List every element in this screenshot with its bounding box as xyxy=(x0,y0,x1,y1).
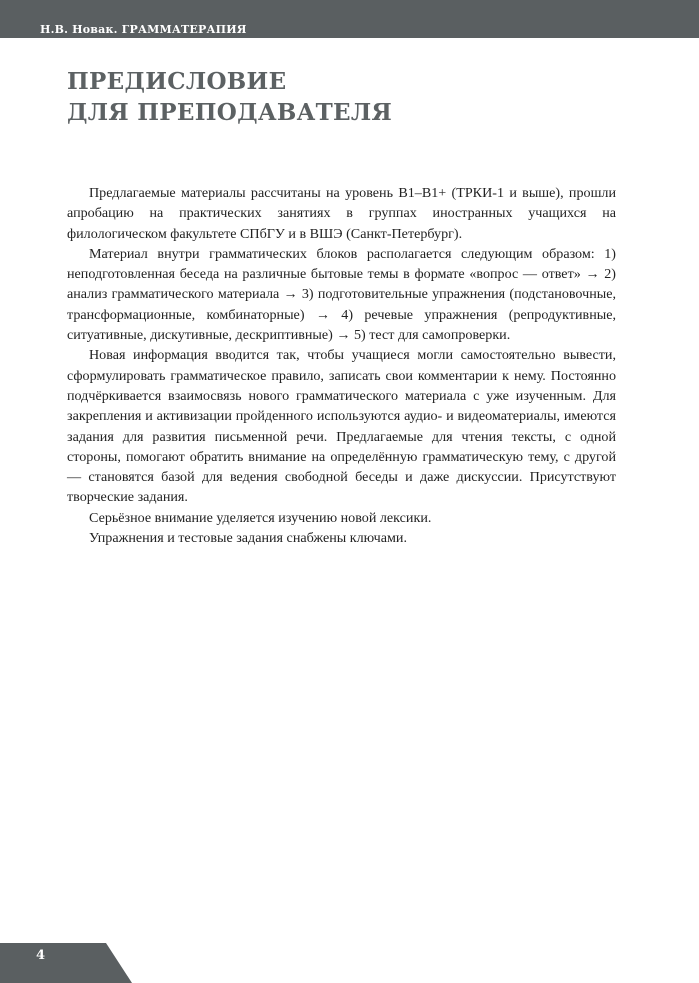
preface-body xyxy=(67,183,616,548)
paragraph: Серьёзное внимание уделяется изучению новой лексики. xyxy=(89,509,432,526)
paragraph: Новая информация вводится так, чтобы учащиеся могли самостоятельно вывести, сформулировать грамматическое правило, записать свои комментарии к нему. Постоянно подчёркивается взаимосвязь нового грамматического материала с уже изученным. Для закрепления и активизации пройденного используются аудио- и видеоматериалы, имеются задания для развития письменной речи. Предлагаемые для чтения тексты, с одной стороны, помогают обратить внимание на определённую грамматическую тему, с другой — становятся базой для ведения свободной беседы и даже дискуссии. Присутствуют творческие задания. xyxy=(67,347,616,506)
paragraph: Предлагаемые материалы рассчитаны на уровень В1–В1+ (ТРКИ-1 и выше), прошли апробацию на практических занятиях в группах иностранных учащихся на филологическом факультете СПбГУ и в ВШЭ (Санкт-Петербург). xyxy=(67,185,616,242)
page-title-line-2: ДЛЯ ПРЕПОДАВАТЕЛЯ xyxy=(67,99,393,126)
paragraph: Упражнения и тестовые задания снабжены ключами. xyxy=(89,530,407,547)
page-title-line-1: ПРЕДИСЛОВИЕ xyxy=(67,68,287,95)
page-title xyxy=(67,66,392,128)
paragraph: Материал внутри грамматических блоков располагается следующим образом: 1) неподготовленная беседа на различные бытовые темы в формате «вопрос — ответ» → 2) анализ грамматического материала → 3) подготовительные упражнения (подстановочные, трансформационные, комбинаторные) → 4) речевые упражнения (репродуктивные, ситуативные, дискутивные, дескриптивные) → 5) тест для самопроверки. xyxy=(67,245,616,344)
footer-tab xyxy=(0,943,132,983)
running-title: Н.В. Новак. ГРАММАТЕРАПИЯ xyxy=(40,23,247,36)
page-number: 4 xyxy=(36,948,46,963)
